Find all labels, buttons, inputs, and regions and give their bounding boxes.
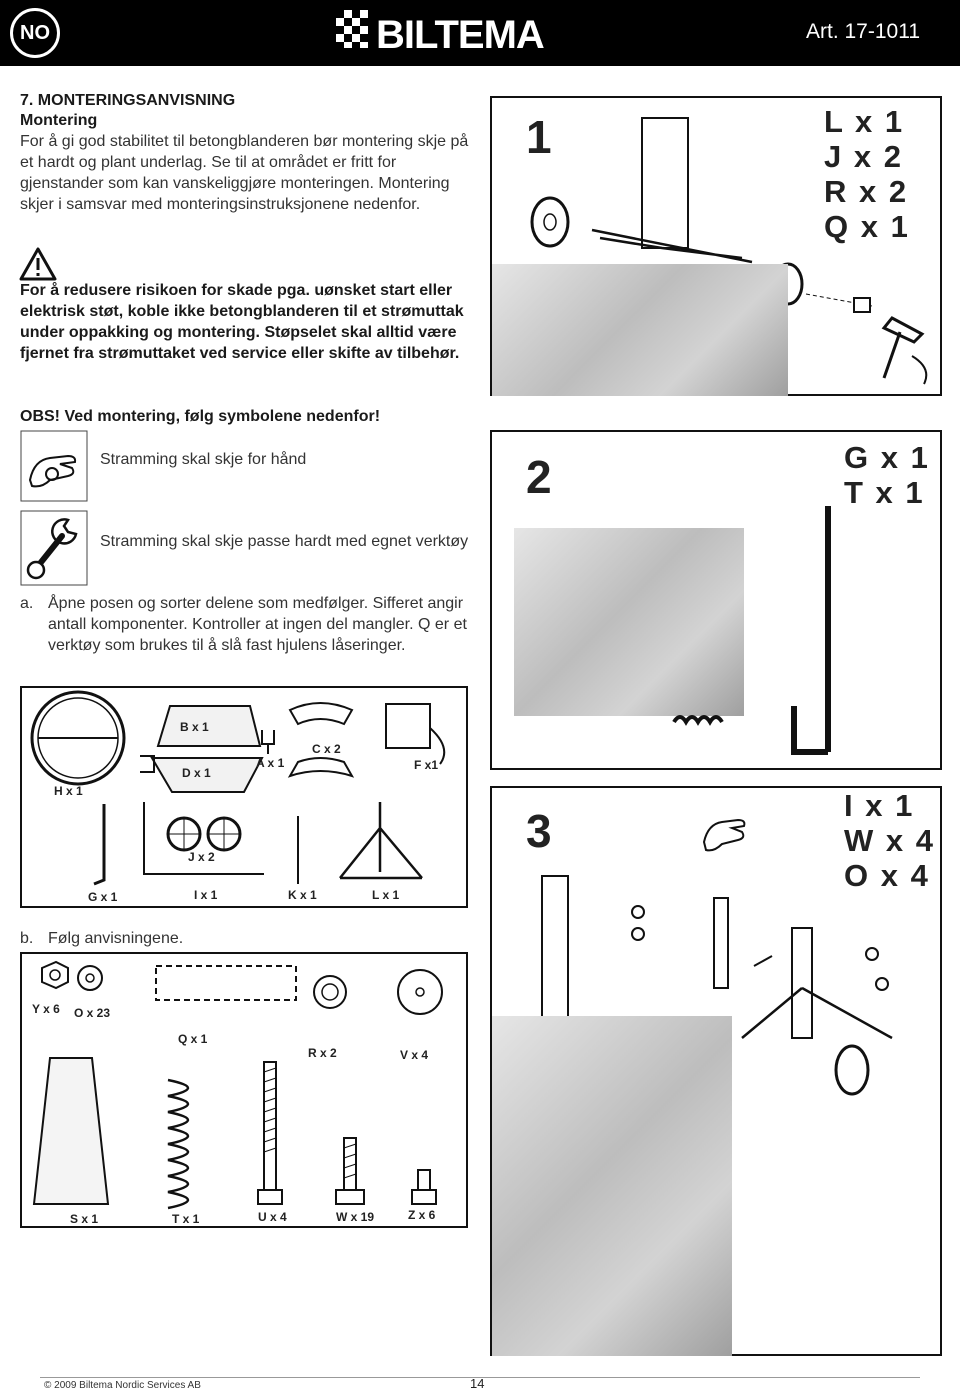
step-number: 1 (526, 111, 552, 163)
page-header (0, 0, 960, 66)
page-number: 14 (470, 1376, 485, 1391)
step-number: 2 (526, 451, 552, 503)
step-a-text: Åpne posen og sorter delene som medfølger. Sifferet angir antall komponenter. Kontroller at ingen del mangler. Q er et verktøy som brukes til å slå fast hjulens låseringer. (48, 595, 467, 654)
part-label: C x 2 (312, 742, 341, 756)
hardware-label: R x 2 (308, 1046, 337, 1060)
hardware-label: W x 19 (336, 1210, 375, 1224)
step-number: 3 (526, 805, 552, 857)
section-title: 7. MONTERINGSANVISNING (20, 92, 236, 109)
hardware-overview (20, 952, 468, 1228)
hardware-label: O x 23 (74, 1006, 111, 1020)
wrench-icon (20, 510, 88, 586)
obs-note: OBS! Ved montering, følg symbolene nedenfor! (20, 408, 381, 425)
part-label: K x 1 (288, 888, 317, 902)
step-parts: I x 1 W x 4 O x 4 (844, 788, 935, 893)
hardware-label: Q x 1 (178, 1032, 208, 1046)
step-3-photo (492, 1016, 732, 1356)
article-number: Art. 17-1011 (805, 20, 920, 43)
part-label: D x 1 (182, 766, 211, 780)
hardware-label: V x 4 (400, 1048, 429, 1062)
step-3-panel (490, 786, 942, 1356)
parts-overview (20, 686, 468, 908)
step-a-label: a. (20, 595, 34, 612)
part-label: G x 1 (88, 890, 118, 904)
step-parts: L x 1 J x 2 R x 2 Q x 1 (824, 104, 910, 244)
step-2-drawing (492, 432, 940, 768)
hardware-drawing (22, 954, 466, 1226)
language-badge: NO (10, 8, 60, 58)
wrench-text: Stramming skal skje passe hardt med egnet verktøy (100, 533, 469, 550)
step-b-label: b. (20, 930, 34, 947)
part-label: H x 1 (54, 784, 83, 798)
warning-text: For å redusere risikoen for skade pga. uønsket start eller elektrisk støt, koble ikke betongblanderen til et strømuttak under oppakking og montering. Støpselet skal alltid være fjernet fra strømuttaket ved service eller skifte av tilbehør. (20, 282, 464, 362)
step-parts: G x 1 T x 1 (844, 440, 930, 510)
part-label: A x 1 (256, 756, 285, 770)
hardware-label: U x 4 (258, 1210, 287, 1224)
hardware-label: Z x 6 (408, 1208, 436, 1222)
svg-text:BILTEMA: BILTEMA (376, 13, 544, 56)
hand-tighten-icon (20, 430, 88, 502)
step-1-photo (492, 264, 788, 396)
hardware-label: S x 1 (70, 1212, 99, 1226)
part-label: L x 1 (372, 888, 400, 902)
section-subtitle: Montering (20, 112, 98, 129)
hand-tighten-text: Stramming skal skje for hånd (100, 451, 307, 468)
part-label: J x 2 (188, 850, 215, 864)
parts-overview-drawing (22, 688, 466, 906)
step-1-panel (490, 96, 942, 396)
biltema-logo (336, 10, 604, 56)
copyright: © 2009 Biltema Nordic Services AB (44, 1380, 201, 1391)
part-label: B x 1 (180, 720, 209, 734)
warning-icon (18, 246, 58, 282)
step-2-panel (490, 430, 942, 770)
step-b-text: Følg anvisningene. (48, 930, 184, 947)
part-label: F x1 (414, 758, 439, 772)
part-label: I x 1 (194, 888, 218, 902)
intro-paragraph: For å gi god stabilitet til betongblanderen bør montering skje på et hardt og plant underlag. Se til at området er fritt for gjenstander som kan vanskeliggjøre monteringen. Montering skjer i samsvar med monteringsinstruksjonene nedenfor. (20, 133, 469, 213)
hardware-label: T x 1 (172, 1212, 200, 1226)
hardware-label: Y x 6 (32, 1002, 60, 1016)
